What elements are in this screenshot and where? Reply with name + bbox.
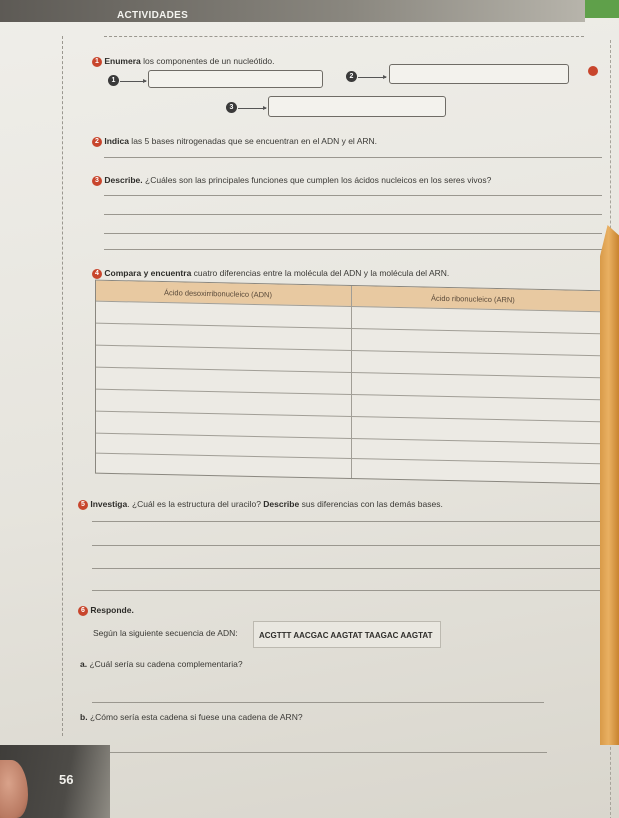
component-1-box[interactable] (148, 70, 323, 88)
margin-note-icon (588, 66, 598, 76)
item-text: ¿Cuál sería su cadena complementaria? (89, 659, 243, 669)
question-3 (92, 175, 491, 186)
arrow-icon (358, 77, 386, 78)
question-6-intro: Según la siguiente secuencia de ADN: (93, 628, 238, 638)
question-number-badge: 6 (78, 606, 88, 616)
dashed-margin (62, 36, 63, 736)
question-verb-2: Describe (263, 499, 300, 509)
question-verb: Responde. (90, 605, 134, 615)
question-number-badge: 3 (92, 176, 102, 186)
component-1-badge: 1 (108, 75, 119, 86)
question-verb: Indica (104, 136, 129, 146)
question-6a (80, 659, 243, 669)
header-bar (0, 0, 585, 22)
question-number-badge: 4 (92, 269, 102, 279)
question-verb: Compara y encuentra (104, 268, 192, 278)
question-text: cuatro diferencias entre la molécula del ADN y la molécula del ARN. (191, 268, 450, 278)
question-5 (78, 499, 443, 510)
question-text: las 5 bases nitrogenadas que se encuentran en el ADN y el ARN. (128, 136, 378, 146)
item-letter: a. (80, 659, 88, 669)
arrow-icon (238, 108, 266, 109)
pencil-object (600, 225, 619, 745)
corner-green-block (585, 0, 619, 18)
question-text: ¿Cuáles son las principales funciones que cumplen los ácidos nucleicos en los seres vivos? (142, 175, 492, 185)
answer-line[interactable] (92, 702, 544, 703)
component-3-badge: 3 (226, 102, 237, 113)
component-3-box[interactable] (268, 96, 446, 117)
table-header-adn: Ácido desoxirribonucleico (ADN) (164, 288, 272, 300)
question-text: los componentes de un nucleótido. (140, 56, 275, 66)
answer-line[interactable] (104, 249, 602, 250)
question-verb: Investiga (90, 499, 128, 509)
table-header-arn: Ácido ribonucleico (ARN) (431, 293, 515, 305)
dna-sequence-box: ACGTTT AACGAC AAGTAT TAAGAC AAGTAT (253, 621, 441, 648)
answer-line[interactable] (92, 590, 602, 591)
component-2-badge: 2 (346, 71, 357, 82)
question-2 (92, 136, 377, 147)
question-number-badge: 1 (92, 57, 102, 67)
question-verb: Enumera (104, 56, 141, 66)
question-number-badge: 5 (78, 500, 88, 510)
question-text-2: sus diferencias con las demás bases. (299, 499, 443, 509)
question-4 (92, 268, 449, 279)
answer-line[interactable] (92, 545, 602, 546)
answer-line[interactable] (104, 214, 602, 215)
answer-line[interactable] (92, 521, 602, 522)
table-column-divider (351, 286, 352, 478)
item-text: ¿Cómo sería esta cadena si fuese una cadena de ARN? (89, 712, 303, 722)
dashed-divider (104, 36, 584, 37)
question-text: . ¿Cuál es la estructura del uracilo? (127, 499, 264, 509)
answer-line[interactable] (92, 752, 547, 753)
question-number-badge: 2 (92, 137, 102, 147)
item-letter: b. (80, 712, 88, 722)
page-number: 56 (59, 772, 74, 787)
question-verb: Describe. (104, 175, 143, 185)
question-6b (80, 712, 303, 722)
comparison-table (95, 280, 607, 485)
component-2-box[interactable] (389, 64, 569, 84)
section-title: ACTIVIDADES (117, 10, 189, 21)
question-6 (78, 605, 134, 616)
answer-line[interactable] (104, 233, 602, 234)
arrow-icon (120, 81, 146, 82)
answer-line[interactable] (104, 195, 602, 196)
question-1 (92, 56, 274, 67)
answer-line[interactable] (92, 568, 602, 569)
answer-line[interactable] (104, 157, 602, 158)
